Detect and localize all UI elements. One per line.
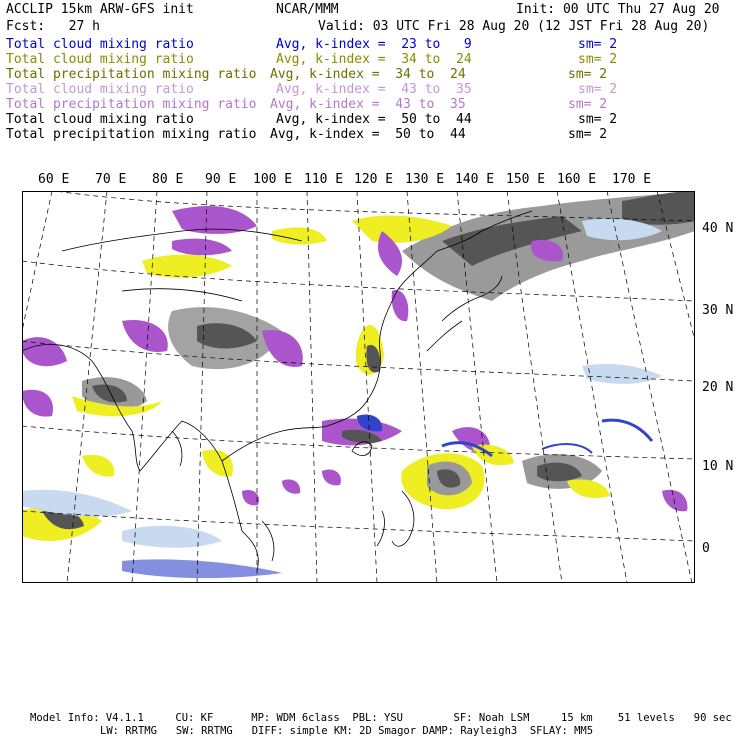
lon-label: 100 E [253, 172, 293, 187]
lat-label: 30 N [702, 303, 734, 318]
field-avg: Avg, k-index = 23 to 9 [276, 37, 472, 52]
lon-label: 110 E [304, 172, 344, 187]
lat-label: 40 N [702, 221, 734, 236]
lon-label: 80 E [152, 172, 184, 187]
lon-label: 140 E [455, 172, 495, 187]
init-time: Init: 00 UTC Thu 27 Aug 20 [516, 2, 720, 17]
lon-label: 130 E [405, 172, 445, 187]
field-sm: sm= 2 [568, 67, 608, 82]
field-name: Total cloud mixing ratio [6, 112, 194, 127]
field-avg: Avg, k-index = 43 to 35 [270, 97, 466, 112]
valid-time: Valid: 03 UTC Fri 28 Aug 20 (12 JST Fri 28 Aug 20) [318, 19, 710, 34]
lon-label: 90 E [205, 172, 237, 187]
field-avg: Avg, k-index = 43 to 35 [276, 82, 472, 97]
field-sm: sm= 2 [568, 97, 608, 112]
lon-label: 120 E [354, 172, 394, 187]
center-label: NCAR/MMM [276, 2, 339, 17]
forecast-hour: Fcst: 27 h [6, 19, 100, 34]
field-name: Total precipitation mixing ratio [6, 127, 257, 142]
field-name: Total precipitation mixing ratio [6, 97, 257, 112]
lon-label: 70 E [95, 172, 127, 187]
field-name: Total cloud mixing ratio [6, 52, 194, 67]
field-name: Total cloud mixing ratio [6, 37, 194, 52]
field-sm: sm= 2 [578, 52, 618, 67]
field-sm: sm= 2 [578, 37, 618, 52]
field-name: Total precipitation mixing ratio [6, 67, 257, 82]
field-avg: Avg, k-index = 50 to 44 [276, 112, 472, 127]
lon-label: 160 E [557, 172, 597, 187]
field-avg: Avg, k-index = 50 to 44 [270, 127, 466, 142]
lat-label: 20 N [702, 380, 734, 395]
field-name: Total cloud mixing ratio [6, 82, 194, 97]
field-sm: sm= 2 [568, 127, 608, 142]
field-avg: Avg, k-index = 34 to 24 [270, 67, 466, 82]
lon-label: 60 E [38, 172, 70, 187]
model-info-line2: LW: RRTMG SW: RRTMG DIFF: simple KM: 2D Smagor DAMP: Rayleigh3 SFLAY: MM5 [100, 725, 594, 737]
field-sm: sm= 2 [578, 82, 618, 97]
lon-label: 150 E [506, 172, 546, 187]
lat-label: 10 N [702, 459, 734, 474]
model-title: ACCLIP 15km ARW-GFS init [6, 2, 194, 17]
field-sm: sm= 2 [578, 112, 618, 127]
field-avg: Avg, k-index = 34 to 24 [276, 52, 472, 67]
lon-label: 170 E [612, 172, 652, 187]
lat-label: 0 [702, 541, 710, 556]
forecast-map [22, 191, 695, 583]
model-info-line1: Model Info: V4.1.1 CU: KF MP: WDM 6class PBL: YSU SF: Noah LSM 15 km 51 levels 90 sec [30, 712, 732, 724]
